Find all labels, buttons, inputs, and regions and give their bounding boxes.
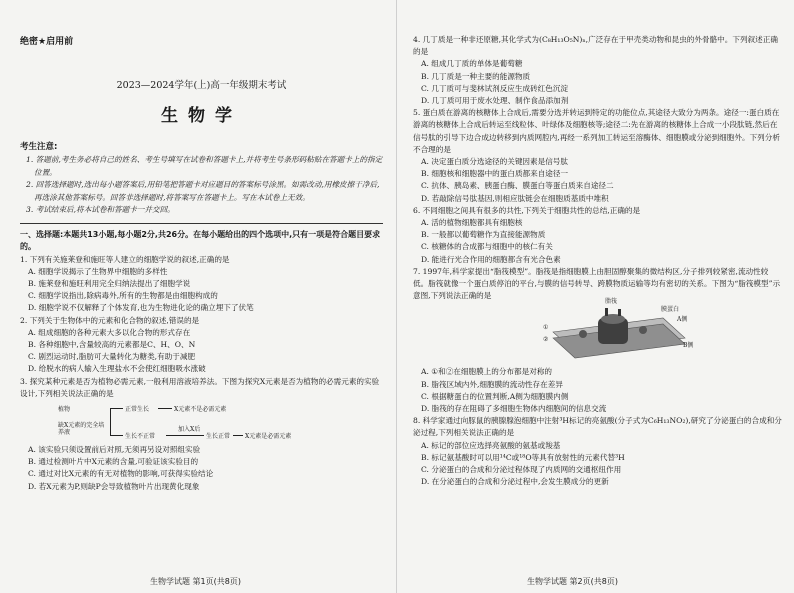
option-c: C. 细胞学说指出,除病毒外,所有的生物都是由细胞构成的 xyxy=(28,291,218,301)
page-footer: 生物学试题 第1页(共8页) xyxy=(150,577,241,586)
option-c: C. 抗体、胰岛素、胰蛋白酶、膜蛋白等蛋白质来自途径二 xyxy=(421,181,614,191)
notice-item: 2. 回答选择题时,选出每小题答案后,用铅笔把答题卡对应题目的答案标号涂黑。如需改动,用橡皮擦干净后,再选涂其他答案标号。回答非选择题时,将答案写在答题卡上。写在本试卷上无效。 xyxy=(26,180,380,202)
question-stem: 2. 下列关于生物体中的元素和化合物的叙述,错误的是 xyxy=(20,315,200,325)
diagram-arrow xyxy=(158,408,172,409)
diagram-arrow xyxy=(166,435,204,436)
section-heading: 一、选择题:本题共13小题,每小题2分,共26分。在每小题给出的四个选项中,只有一项是符合题目要求的。 xyxy=(20,229,381,251)
option-d: D. 在分泌蛋白的合成和分泌过程中,会发生膜成分的更新 xyxy=(421,477,609,487)
question-stem: 8. 科学家通过向豚鼠的胰腺腺泡细胞中注射³H标记的亮氨酸(分子式为C₆H₁₃NO₂),研究了分泌蛋白的合成和分泌过程,下列相关说法正确的是 xyxy=(413,416,782,438)
option-a: A. 该实验只须设置前后对照,无须再另设对照组实验 xyxy=(28,444,201,454)
option-d: D. 细胞学说不仅解释了个体发育,也为生物进化论的确立埋下了伏笔 xyxy=(28,303,254,313)
option-c: C. 核糖体的合成都与细胞中的核仁有关 xyxy=(421,242,553,252)
option-b: B. 标记氨基酸时可以用¹⁴C或¹⁸O等具有放射性的元素代替³H xyxy=(421,452,625,462)
question-stem: 3. 探究某种元素是否为植物必需元素,一般利用溶液培养法。下图为探究X元素是否为植物的必需元素的实验设计,下列相关说法正确的是 xyxy=(20,376,380,398)
question-4 xyxy=(413,34,782,107)
option-a: A. ①和②在细胞膜上的分布都是对称的 xyxy=(421,367,553,377)
question-8 xyxy=(413,415,782,488)
diagram-lack: 缺X元素的完全培养液 xyxy=(58,421,105,436)
option-b: B. 脂筏区域内外,细胞膜的流动性存在差异 xyxy=(421,379,563,389)
question-1 xyxy=(20,254,383,315)
option-c: C. 分泌蛋白的合成和分泌过程体现了内质网的交通枢纽作用 xyxy=(421,465,622,475)
diagram-add-x: 加入X后 xyxy=(178,425,201,433)
protein-label: 膜蛋白 xyxy=(661,306,680,314)
notice-item: 3. 考试结束后,将本试卷和答题卡一并交回。 xyxy=(26,205,175,214)
diagram-arrow xyxy=(111,408,123,409)
question-2 xyxy=(20,315,383,376)
option-a: A. 活的植物细胞都具有细胞核 xyxy=(421,218,523,228)
notice-item: 1. 答题前,考生务必将自己的姓名、考生号填写在试卷和答题卡上,并将考生号条形码粘贴在答题卡上的指定位置。 xyxy=(26,155,383,177)
secret-label: 绝密★启用前 xyxy=(20,37,74,47)
mark-1: ① xyxy=(543,324,549,332)
option-b: B. 通过检测叶片中X元素的含量,可验证该实验目的 xyxy=(28,457,199,467)
notice-title: 考生注意: xyxy=(20,142,58,152)
raft-label: 脂筏 xyxy=(605,298,618,306)
option-b: B. 一般都以葡萄糖作为直接能源物质 xyxy=(421,230,546,240)
exam-title: 2023—2024学年(上)高一年级期末考试 xyxy=(116,80,287,91)
divider xyxy=(20,223,383,224)
diagram-normal-result: X元素不是必需元素 xyxy=(174,405,227,413)
option-b: B. 各种细胞中,含量较高的元素都是C、H、O、N xyxy=(28,339,196,349)
diagram-plant: 植物 xyxy=(58,405,71,413)
question-stem: 4. 几丁质是一种非还原糖,其化学式为(C₈H₁₃O₅N)ₙ,广泛存在于甲壳类动物和昆虫的外骨骼中。下列叙述正确的是 xyxy=(413,35,778,57)
option-b: B. 细胞核和细胞器中的蛋白质都来自途径一 xyxy=(421,169,569,179)
option-d: D. 给脱水的病人输入生理盐水不会使红细胞吸水涨破 xyxy=(28,364,206,374)
diagram-normal: 正常生长 xyxy=(125,405,150,413)
option-c: C. 几丁质可与斐林试剂反应生成砖红色沉淀 xyxy=(421,83,569,93)
option-b: B. 几丁质是一种主要的能源物质 xyxy=(421,71,531,81)
diagram-arrow xyxy=(233,435,243,436)
question-3 xyxy=(20,376,383,493)
option-a: A. 标记的部位应选择亮氨酸的氨基或羧基 xyxy=(421,440,561,450)
side-a-label: A侧 xyxy=(677,316,688,324)
page-footer: 生物学试题 第2页(共8页) xyxy=(527,577,618,586)
option-b: B. 施莱登和施旺利用完全归纳法提出了细胞学说 xyxy=(28,278,191,288)
option-a: A. 组成细胞的各种元素大多以化合物的形式存在 xyxy=(28,327,191,337)
option-c: C. 通过对比X元素的有无对植物的影响,可获得实验结论 xyxy=(28,469,214,479)
diagram-abnormal: 生长不正常 xyxy=(125,432,156,440)
diagram-arrow xyxy=(111,435,123,436)
diagram-recover: 生长正常 xyxy=(206,432,231,440)
option-d: D. 能进行光合作用的细胞都含有光合色素 xyxy=(421,254,561,264)
option-c: C. 剧烈运动时,脂肪可大量转化为糖类,有助于减肥 xyxy=(28,352,196,362)
question-5 xyxy=(413,107,782,205)
lipid-raft-figure xyxy=(543,298,694,364)
option-d: D. 脂筏的存在阻碍了多细胞生物体内细胞间的信息交流 xyxy=(421,404,607,414)
mark-2: ② xyxy=(543,336,549,344)
option-a: A. 决定蛋白质分选途径的关键因素是信号肽 xyxy=(421,157,568,167)
option-c: C. 根据糖蛋白的位置判断,A侧为细胞膜内侧 xyxy=(421,391,569,401)
experiment-flow-diagram xyxy=(58,402,318,442)
question-stem: 5. 蛋白质在游离的核糖体上合成后,需要分选并转运到特定的功能位点,其途径大致分为两条。途径一:蛋白质在游离的核糖体上合成后转运至线粒体、叶绿体及细胞核等;途径二:先在游离的核糖体上合成一小段肽链,然后在信号肽的引导下边合成边转移到内质网腔内,再经一系列加工转运至溶酶体、细胞膜或分泌到细胞外。下列分析不合理的是 xyxy=(413,108,780,154)
page-2 xyxy=(397,0,794,593)
option-d: D. 若X元素为P,则缺P会导致植物叶片出现黄化现象 xyxy=(28,481,200,491)
subject-title: 生物学 xyxy=(161,106,242,126)
option-d: D. 若敲除信号肽基因,则相应肽链会在细胞质基质中堆积 xyxy=(421,193,609,203)
question-stem: 7. 1997年,科学家提出“脂筏模型”。脂筏是指细胞膜上由胆固醇聚集的微结构区,分子排列较紧密,流动性较低。脂筏就像一个蛋白质停泊的平台,与膜的信号转导、跨膜物质运输等均有密切的关系。下图为“脂筏模型”示意图,下列说法正确的是 xyxy=(413,266,781,301)
option-a: A. 细胞学说揭示了生物界中细胞的多样性 xyxy=(28,266,168,276)
lipid-raft-illustration xyxy=(543,304,693,364)
question-stem: 1. 下列有关施莱登和施旺等人建立的细胞学说的叙述,正确的是 xyxy=(20,254,230,264)
diagram-branch xyxy=(110,408,113,436)
side-b-label: B侧 xyxy=(683,342,694,350)
option-a: A. 组成几丁质的单体是葡萄糖 xyxy=(421,59,523,69)
diagram-abnormal-result: X元素是必需元素 xyxy=(245,432,292,440)
question-6 xyxy=(413,205,782,266)
question-stem: 6. 不同细胞之间具有很多的共性,下列关于细胞共性的总结,正确的是 xyxy=(413,205,641,215)
option-d: D. 几丁质可用于废水处理、制作食品添加剂 xyxy=(421,96,569,106)
question-7 xyxy=(413,266,782,415)
